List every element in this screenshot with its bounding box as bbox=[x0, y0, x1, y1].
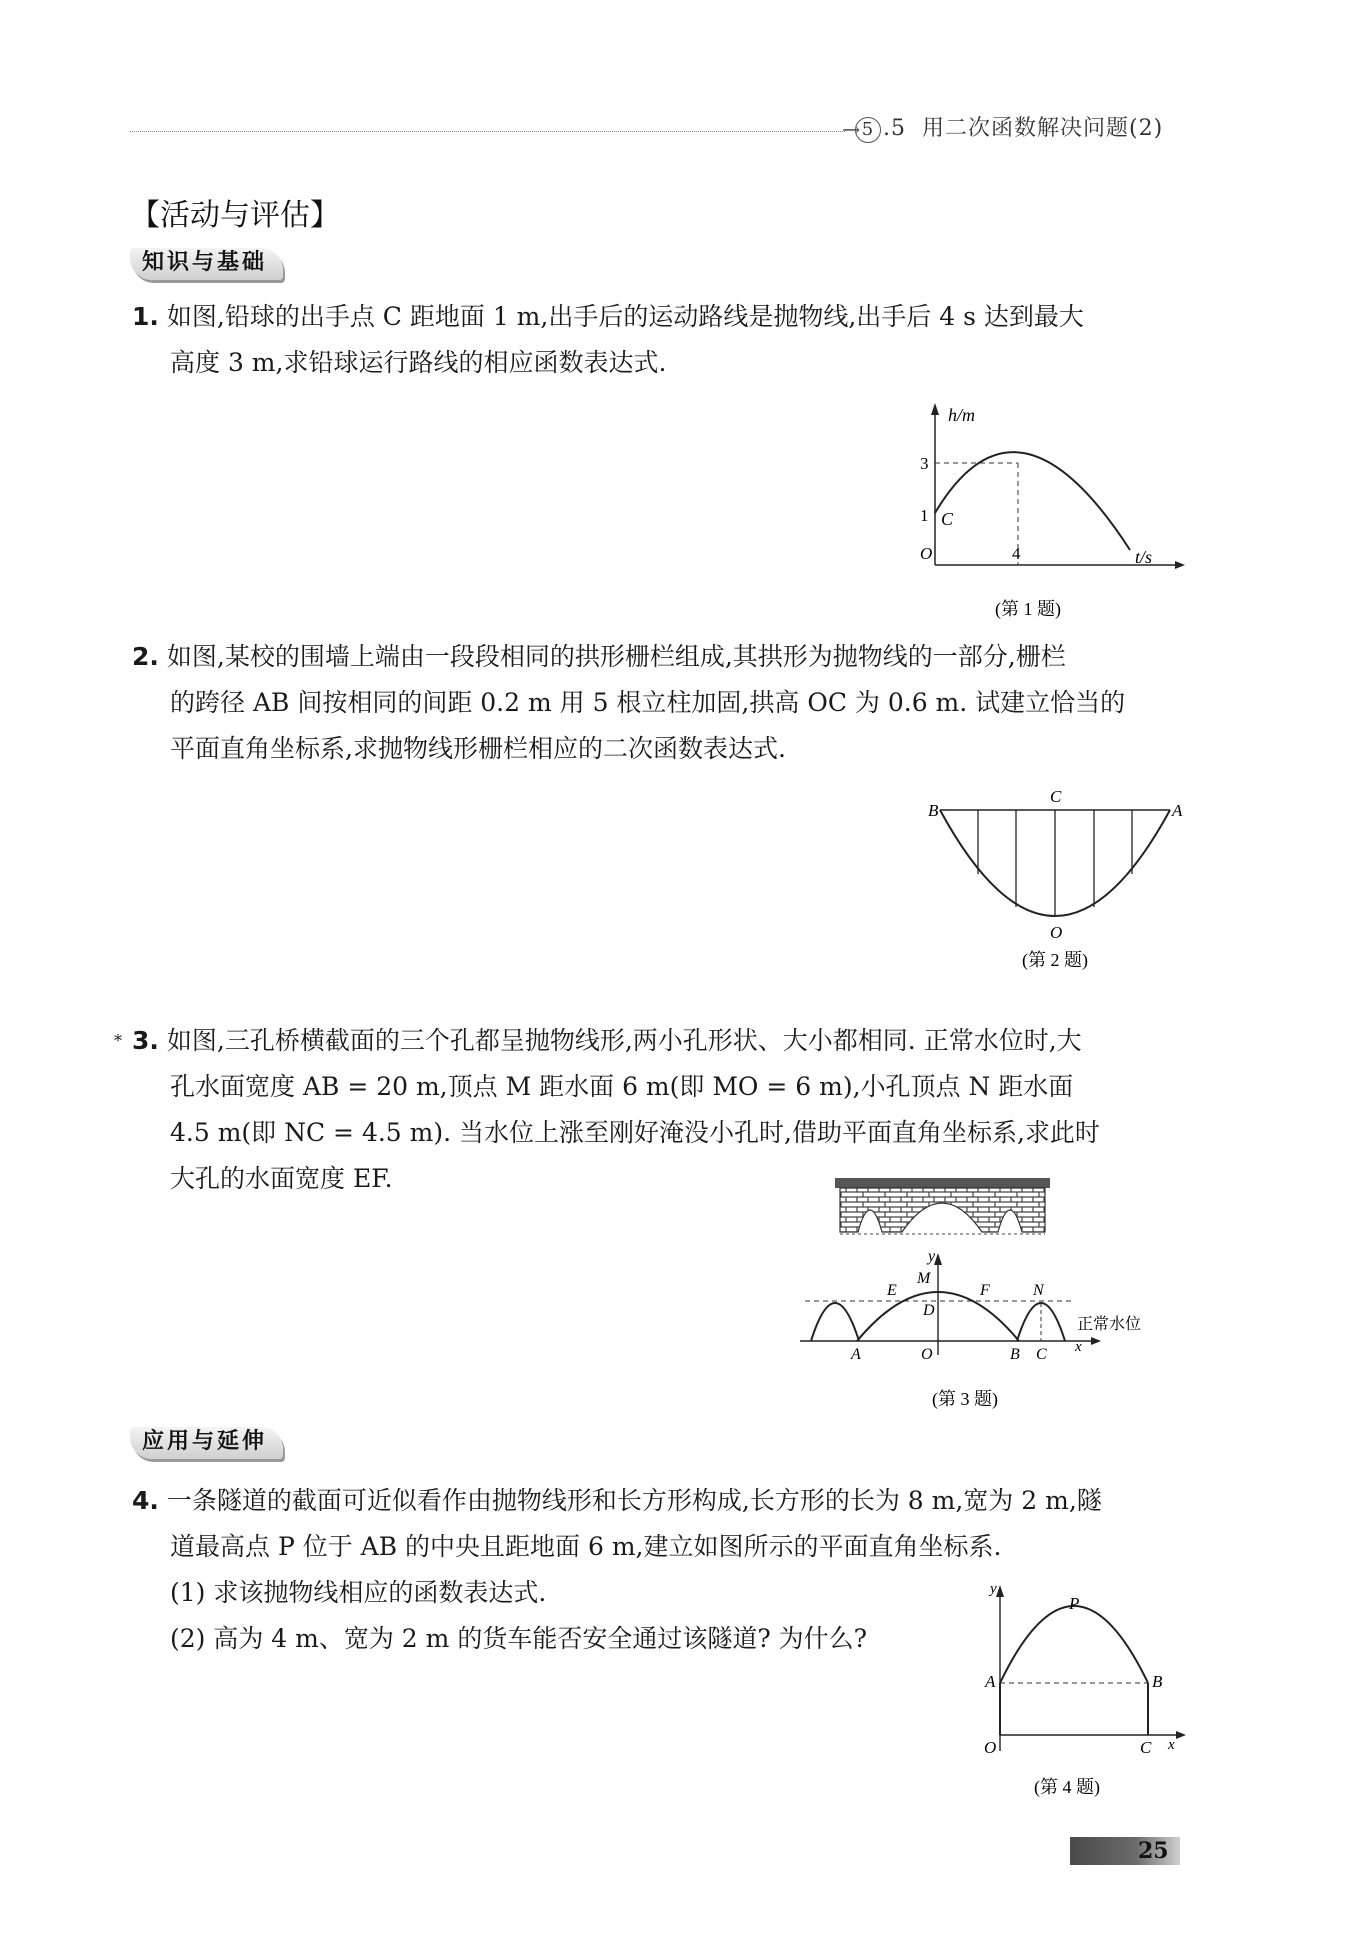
figure-2-label-b: B bbox=[928, 801, 939, 820]
figure-4-label-x: x bbox=[1168, 1737, 1175, 1753]
figure-2-label-o: O bbox=[1050, 923, 1063, 942]
question-4-sub1: (1) 求该抛物线相应的函数表达式. bbox=[170, 1578, 547, 1607]
question-2-line3: 平面直角坐标系,求抛物线形栅栏相应的二次函数表达式. bbox=[170, 734, 786, 763]
figure-1-xlabel: t/s bbox=[1135, 547, 1153, 567]
figure-1-x-arrow-icon bbox=[1175, 561, 1185, 569]
activity-heading: 【活动与评估】 bbox=[130, 198, 340, 233]
figure-4-label-a: A bbox=[985, 1672, 996, 1691]
figure-2-label-a: A bbox=[1172, 801, 1183, 820]
section-number-badge: 5 bbox=[855, 117, 881, 143]
question-1-line2: 高度 3 m,求铅球运行路线的相应函数表达式. bbox=[170, 348, 667, 377]
figure-1-point-c: C bbox=[941, 509, 954, 529]
figure-3-bridge-illustration bbox=[830, 1172, 1060, 1244]
figure-4-label-y: y bbox=[990, 1581, 997, 1597]
section-number-rest: .5 bbox=[883, 116, 906, 141]
tag-apply: 应用与延伸 bbox=[130, 1427, 283, 1459]
figure-1-caption: (第 1 题) bbox=[995, 599, 1061, 619]
figure-3-label-e: E bbox=[887, 1282, 897, 1299]
figure-3-label-f: F bbox=[980, 1282, 990, 1299]
question-3-line1: 如图,三孔桥横截面的三个孔都呈抛物线形,两小孔形状、大小都相同. 正常水位时,大 bbox=[166, 1026, 1082, 1055]
question-4-line1: 一条隧道的截面可近似看作由抛物线形和长方形构成,长方形的长为 8 m,宽为 2 m,隧 bbox=[166, 1486, 1102, 1515]
question-4-sub2: (2) 高为 4 m、宽为 2 m 的货车能否安全通过该隧道? 为什么? bbox=[170, 1624, 868, 1653]
figure-1-y-arrow-icon bbox=[931, 403, 939, 415]
bridge-deck bbox=[835, 1178, 1050, 1188]
question-2-line1: 如图,某校的围墙上端由一段段相同的拱形栅栏组成,其拱形为抛物线的一部分,栅栏 bbox=[166, 642, 1066, 671]
figure-1-ytick-1: 1 bbox=[920, 506, 929, 525]
figure-2 bbox=[920, 782, 1190, 982]
figure-1 bbox=[900, 395, 1190, 635]
figure-3-label-b: B bbox=[1010, 1346, 1020, 1363]
figure-1-ylabel: h/m bbox=[948, 405, 975, 425]
tag-basic: 知识与基础 bbox=[130, 248, 283, 280]
figure-3-water-label: 正常水位 bbox=[1077, 1316, 1142, 1333]
figure-2-label-c: C bbox=[1050, 787, 1062, 806]
question-1 bbox=[132, 294, 1192, 386]
figure-3-label-n: N bbox=[1033, 1282, 1044, 1299]
figure-3-label-o: O bbox=[921, 1346, 933, 1363]
figure-1-origin: O bbox=[920, 544, 933, 563]
page-number: 25 bbox=[1138, 1838, 1169, 1864]
section-title-text: 用二次函数解决问题(2) bbox=[922, 116, 1164, 141]
question-1-line1: 如图,铅球的出手点 C 距地面 1 m,出手后的运动路线是抛物线,出手后 4 s 达到最大 bbox=[166, 302, 1084, 331]
figure-3-small-arch-left bbox=[811, 1303, 859, 1341]
figure-3-label-m: M bbox=[917, 1270, 931, 1287]
figure-4-label-b: B bbox=[1152, 1672, 1163, 1691]
question-3-number: 3. bbox=[132, 1026, 159, 1055]
header-section-title bbox=[855, 115, 1163, 143]
figure-1-ytick-3: 3 bbox=[920, 454, 929, 473]
figure-4 bbox=[960, 1575, 1195, 1805]
question-4-number: 4. bbox=[132, 1486, 159, 1515]
question-3-line3: 4.5 m(即 NC = 4.5 m). 当水位上涨至刚好淹没小孔时,借助平面直角坐标系,求此时 bbox=[170, 1118, 1100, 1147]
figure-4-label-c: C bbox=[1140, 1738, 1152, 1757]
figure-3-x-arrow-icon bbox=[1091, 1337, 1101, 1345]
figure-3-y-arrow-icon bbox=[934, 1253, 942, 1265]
figure-4-parabola bbox=[1000, 1606, 1148, 1683]
figure-1-parabola bbox=[935, 452, 1130, 550]
figure-4-x-arrow-icon bbox=[1176, 1731, 1186, 1739]
question-3-star: * bbox=[114, 1031, 122, 1050]
question-2-line2: 的跨径 AB 间按相同的间距 0.2 m 用 5 根立柱加固,拱高 OC 为 0.6 m. 试建立恰当的 bbox=[170, 688, 1126, 717]
figure-4-caption: (第 4 题) bbox=[1034, 1777, 1100, 1797]
figure-3-diagram bbox=[795, 1245, 1175, 1415]
figure-3-label-y: y bbox=[928, 1248, 936, 1265]
figure-4-label-o: O bbox=[984, 1738, 997, 1757]
bridge-masonry bbox=[840, 1188, 1045, 1232]
figure-3-label-d: D bbox=[923, 1302, 935, 1319]
question-2-number: 2. bbox=[132, 642, 159, 671]
question-2 bbox=[132, 634, 1192, 772]
figure-2-caption: (第 2 题) bbox=[1022, 950, 1088, 970]
figure-1-xtick-4: 4 bbox=[1012, 544, 1021, 563]
figure-3-small-arch-right bbox=[1017, 1303, 1065, 1341]
header-arrow-icon: → bbox=[842, 118, 861, 143]
figure-3-label-x: x bbox=[1075, 1339, 1082, 1355]
figure-4-label-p: P bbox=[1069, 1594, 1080, 1613]
question-1-number: 1. bbox=[132, 302, 159, 331]
question-3-line2: 孔水面宽度 AB = 20 m,顶点 M 距水面 6 m(即 MO = 6 m),小孔顶点 N 距水面 bbox=[170, 1072, 1074, 1101]
figure-3-caption: (第 3 题) bbox=[932, 1389, 998, 1409]
header-dotted-rule bbox=[130, 131, 845, 132]
question-4-line2: 道最高点 P 位于 AB 的中央且距地面 6 m,建立如图所示的平面直角坐标系. bbox=[170, 1532, 1002, 1561]
figure-3-label-a: A bbox=[851, 1346, 861, 1363]
figure-4-y-arrow-icon bbox=[996, 1585, 1004, 1597]
question-3-line4: 大孔的水面宽度 EF. bbox=[170, 1164, 393, 1193]
figure-3-label-c: C bbox=[1036, 1346, 1047, 1363]
